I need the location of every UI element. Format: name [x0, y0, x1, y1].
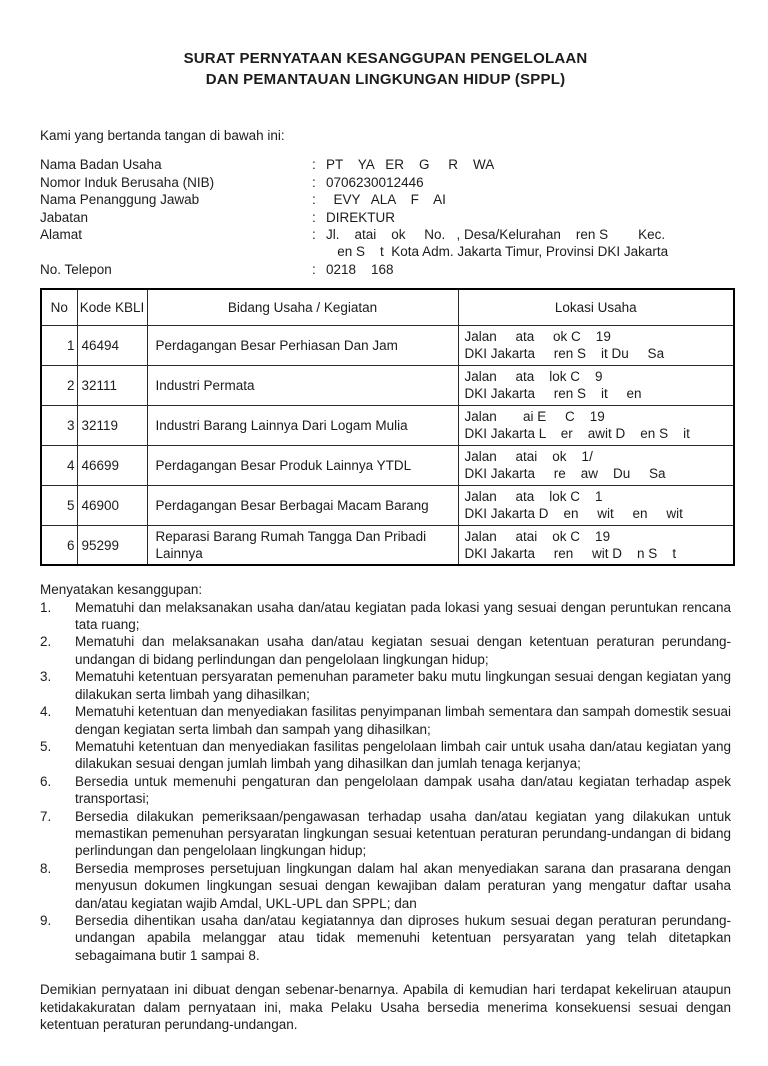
cell-no: 1 — [41, 325, 77, 365]
statement-heading: Menyatakan kesanggupan: — [40, 582, 203, 598]
field-value: 0218 168 — [326, 261, 394, 277]
statement-item — [40, 808, 731, 860]
statement-number: 7. — [40, 808, 52, 824]
table-row — [41, 405, 734, 445]
lokasi-line2: DKI Jakarta L er awit D en S it — [464, 426, 690, 442]
cell-bidang: Industri Permata — [147, 365, 458, 405]
statement-text: Mematuhi ketentuan persyaratan pemenuhan parameter baku mutu lingkungan sesuai dengan kegiatan yang dilakukan serta limbah yang dihasilkan; — [75, 669, 731, 702]
lokasi-line2: DKI Jakarta re aw Du Sa — [464, 466, 666, 482]
cell-lokasi — [458, 445, 734, 485]
cell-kbli: 95299 — [77, 525, 147, 565]
statement-number: 9. — [40, 912, 52, 928]
field-value: DIREKTUR — [326, 209, 396, 225]
field-row-alamat — [40, 226, 731, 261]
cell-kbli: 46900 — [77, 485, 147, 525]
field-colon: : — [312, 192, 316, 208]
lokasi-line2: DKI Jakarta ren wit D n S t — [464, 546, 677, 561]
field-row-penanggung-jawab — [40, 191, 731, 208]
table-row — [41, 445, 734, 485]
cell-no: 3 — [41, 405, 77, 445]
cell-no: 4 — [41, 445, 77, 485]
cell-kbli: 32111 — [77, 365, 147, 405]
statement-item — [40, 738, 731, 773]
lokasi-line1: Jalan ata lok C 1 — [464, 489, 603, 505]
table-header-row — [41, 289, 734, 325]
statements-list — [40, 599, 731, 965]
cell-kbli: 46494 — [77, 325, 147, 365]
cell-lokasi — [458, 405, 734, 445]
cell-lokasi — [458, 325, 734, 365]
table-row — [41, 485, 734, 525]
table-row — [41, 325, 734, 365]
cell-lokasi — [458, 485, 734, 525]
field-row-jabatan — [40, 209, 731, 226]
cell-bidang: Reparasi Barang Rumah Tangga Dan Pribadi Lainnya — [147, 525, 458, 565]
field-label: Alamat — [40, 227, 83, 243]
field-label: Jabatan — [40, 209, 89, 225]
statement-number: 8. — [40, 860, 52, 876]
cell-bidang: Perdagangan Besar Berbagai Macam Barang — [147, 485, 458, 525]
field-label: Nama Badan Usaha — [40, 157, 162, 173]
field-colon: : — [312, 157, 316, 173]
statement-text: Mematuhi ketentuan dan menyediakan fasilitas penyimpanan limbah sementara dan sampah domestik sesuai dengan kegiatan serta limbah dan sampah yang dihasilkan; — [75, 704, 731, 737]
statement-text: Bersedia untuk memenuhi pengaturan dan pengelolaan dampak usaha dan/atau kegiatan terhadap aspek transportasi; — [75, 773, 731, 807]
intro-text: Kami yang bertanda tangan di bawah ini: — [40, 128, 285, 143]
table-row — [41, 365, 734, 405]
cell-no: 6 — [41, 525, 77, 565]
statement-text: Mematuhi dan melaksanakan usaha dan/atau kegiatan sesuai dengan ketentuan peraturan perundang-undangan di bidang perlindungan dan pengelolaan lingkungan hidup; — [75, 634, 731, 667]
field-label: Nomor Induk Berusaha (NIB) — [40, 174, 215, 190]
statement-number: 6. — [40, 773, 52, 789]
statement-text: Bersedia dihentikan usaha dan/atau kegiatannya dan diproses hukum sesuai degan peraturan perundang-undangan apabila melanggar atau tidak memenuhi ketentuan persyaratan yang telah ditetapkan sebagaimana butir 1 sampai 8. — [75, 912, 731, 963]
cell-lokasi — [458, 525, 734, 565]
lokasi-line1: Jalan atai ok C 19 — [464, 529, 611, 544]
statement-number: 4. — [40, 704, 52, 720]
cell-no: 2 — [41, 365, 77, 405]
field-label: Nama Penanggung Jawab — [40, 192, 200, 208]
cell-lokasi — [458, 365, 734, 405]
statement-text: Mematuhi dan melaksanakan usaha dan/atau kegiatan pada lokasi yang sesuai dengan peruntukan rencana tata ruang; — [75, 599, 731, 633]
table-header-no: No — [41, 289, 77, 325]
table-row — [41, 525, 734, 565]
closing-paragraph: Demikian pernyataan ini dibuat dengan sebenar-benarnya. Apabila di kemudian hari terdapat kekeliruan ataupun ketidakakuratan dalam pernyataan ini, maka Pelaku Usaha bersedia menerima konsekuensi sesuai dengan ketentuan peraturan perundang-undangan. — [40, 982, 731, 1032]
statement-item — [40, 668, 731, 703]
field-value: PT YA ER G R WA — [326, 157, 495, 173]
field-row-telepon — [40, 261, 731, 278]
field-colon: : — [312, 261, 316, 277]
statement-number: 1. — [40, 599, 52, 615]
lokasi-line1: Jalan ata lok C 9 — [464, 369, 603, 385]
document-title — [40, 48, 731, 90]
statement-number: 3. — [40, 669, 52, 685]
field-value-line2: en S t Kota Adm. Jakarta Timur, Provinsi DKI Jakarta — [326, 244, 669, 260]
statement-number: 2. — [40, 634, 52, 650]
table-header-lokasi: Lokasi Usaha — [458, 289, 734, 325]
document-title-line1: SURAT PERNYATAAN KESANGGUPAN PENGELOLAAN — [183, 50, 588, 67]
statement-item — [40, 599, 731, 634]
cell-no: 5 — [41, 485, 77, 525]
kbli-table — [40, 288, 735, 566]
cell-bidang: Industri Barang Lainnya Dari Logam Mulia — [147, 405, 458, 445]
statement-text: Bersedia memproses persetujuan lingkungan dalam hal akan menyediakan sarana dan prasarana dengan menyusun dokumen lingkungan sesuai dengan kewajiban dalam peraturan yang mengatur daftar usaha dan/atau kegiatan wajib Amdal, UKL-UPL dan SPPL; dan — [75, 860, 731, 911]
cell-kbli: 32119 — [77, 405, 147, 445]
field-row-nama-badan-usaha — [40, 156, 731, 173]
field-colon: : — [312, 209, 316, 225]
cell-bidang: Perdagangan Besar Produk Lainnya YTDL — [147, 445, 458, 485]
cell-bidang: Perdagangan Besar Perhiasan Dan Jam — [147, 325, 458, 365]
lokasi-line2: DKI Jakarta D en wit en wit — [464, 506, 683, 522]
lokasi-line2: DKI Jakarta ren S it Du Sa — [464, 346, 665, 362]
table-header-kbli: Kode KBLI — [77, 289, 147, 325]
statement-text: Mematuhi ketentuan dan menyediakan fasilitas pengelolaan limbah cair untuk usaha dan/atau kegiatan yang dilakukan sesuai dengan jumlah limbah yang dihasilkan dan jumlah tenaga kerjanya; — [75, 738, 731, 772]
statement-item — [40, 703, 731, 738]
field-value: 0706230012446 — [326, 174, 424, 190]
lokasi-line1: Jalan ata ok C 19 — [464, 329, 611, 345]
field-colon: : — [312, 174, 316, 190]
statement-item — [40, 860, 731, 912]
lokasi-line1: Jalan ai E C 19 — [464, 409, 605, 425]
statement-text: Bersedia dilakukan pemeriksaan/pengawasan terhadap usaha dan/atau kegiatan yang dilakukan untuk memastikan pemenuhan persyaratan lingkungan sesuai ketentuan peraturan perundang-undangan di bidang perlindungan dan pengelolaan lingkungan hidup; — [75, 808, 731, 859]
field-value: Jl. atai ok No. , Desa/Kelurahan ren S Kec. — [326, 227, 666, 243]
identity-fields — [40, 156, 731, 278]
statement-item — [40, 912, 731, 964]
statement-item — [40, 773, 731, 808]
document-title-line2: DAN PEMANTAUAN LINGKUNGAN HIDUP (SPPL) — [205, 71, 566, 88]
field-colon: : — [312, 227, 316, 243]
field-label: No. Telepon — [40, 261, 112, 277]
field-value-group — [326, 226, 731, 261]
field-value: EVY ALA F AI — [326, 192, 446, 208]
field-row-nib — [40, 174, 731, 191]
cell-kbli: 46699 — [77, 445, 147, 485]
lokasi-line2: DKI Jakarta ren S it en — [464, 386, 642, 402]
statement-item — [40, 633, 731, 668]
statement-number: 5. — [40, 738, 52, 754]
table-header-bidang: Bidang Usaha / Kegiatan — [147, 289, 458, 325]
lokasi-line1: Jalan atai ok 1/ — [464, 449, 593, 465]
